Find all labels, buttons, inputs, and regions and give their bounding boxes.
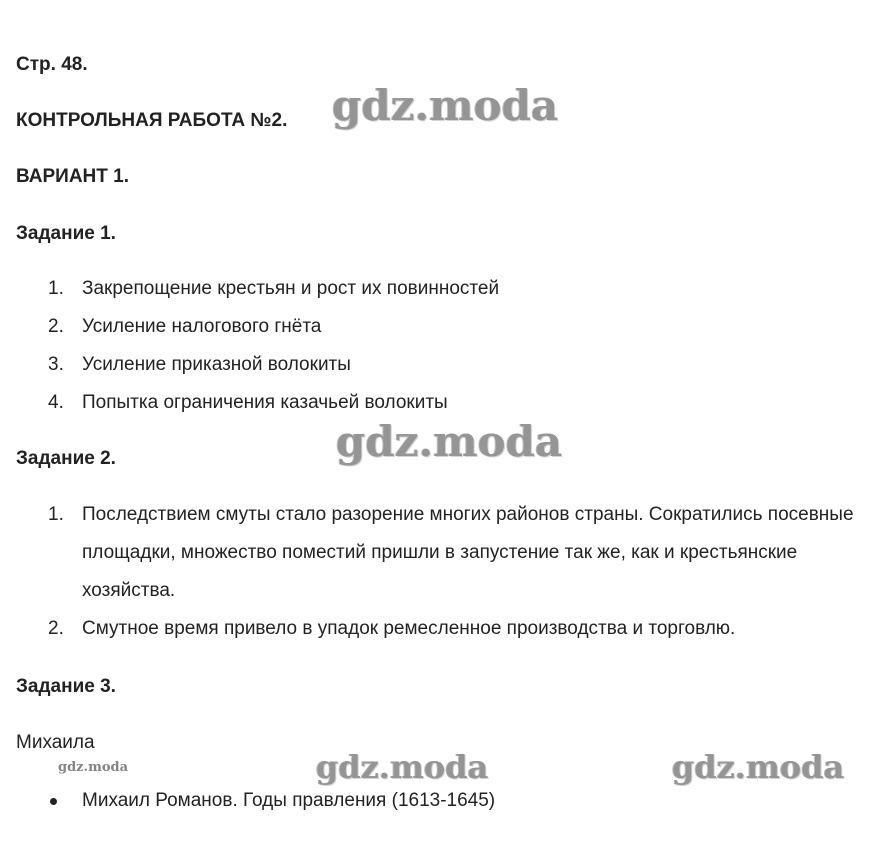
list-item-text: Усиление налогового гнёта — [82, 316, 322, 337]
list-item — [0, 270, 877, 308]
task-3-heading: Задание 3. — [16, 676, 116, 697]
bullet-text: Михаил Романов. Годы правления (1613-1645) — [82, 790, 496, 811]
task-1-heading: Задание 1. — [16, 223, 116, 244]
variant-heading: ВАРИАНТ 1. — [16, 166, 129, 187]
test-title: КОНТРОЛЬНАЯ РАБОТА №2. — [16, 110, 288, 131]
list-item-text: Попытка ограничения казачьей волокиты — [82, 392, 448, 413]
list-item — [0, 308, 877, 346]
watermark-logo: gdz.moda — [332, 81, 559, 130]
watermark-logo: gdz.moda — [316, 748, 489, 786]
watermark-logo-small: gdz.moda — [58, 760, 129, 775]
list-item-number: 2. — [48, 316, 64, 337]
watermark-logo: gdz.moda — [672, 748, 845, 786]
list-item-text: Закрепощение крестьян и рост их повинностей — [82, 278, 500, 299]
list-item — [0, 346, 877, 384]
list-item-number: 1. — [48, 278, 64, 299]
list-item-text: Усиление приказной волокиты — [82, 354, 351, 375]
list-item-text: Смутное время привело в упадок ремесленное производства и торговлю. — [82, 618, 736, 639]
list-item-text: Последствием смуты стало разорение многих районов страны. Сократились посевные площадки, множество поместий пришли в запустение так же, как и крестьянские хозяйства. — [82, 504, 854, 601]
task-2-list — [0, 496, 877, 648]
watermark-logo: gdz.moda — [336, 417, 563, 466]
bullet-icon — [50, 798, 57, 805]
list-item-number: 3. — [48, 354, 64, 375]
task-1-list — [0, 270, 877, 422]
list-item-number: 2. — [48, 618, 64, 639]
list-item — [0, 496, 877, 610]
page-reference: Стр. 48. — [16, 54, 88, 75]
list-item-number: 1. — [48, 504, 64, 525]
list-item — [0, 610, 877, 648]
list-item-number: 4. — [48, 392, 64, 413]
task-3-answer: Михаила — [16, 732, 95, 753]
task-2-heading: Задание 2. — [16, 448, 116, 469]
task-3-bullet-item — [0, 789, 495, 813]
